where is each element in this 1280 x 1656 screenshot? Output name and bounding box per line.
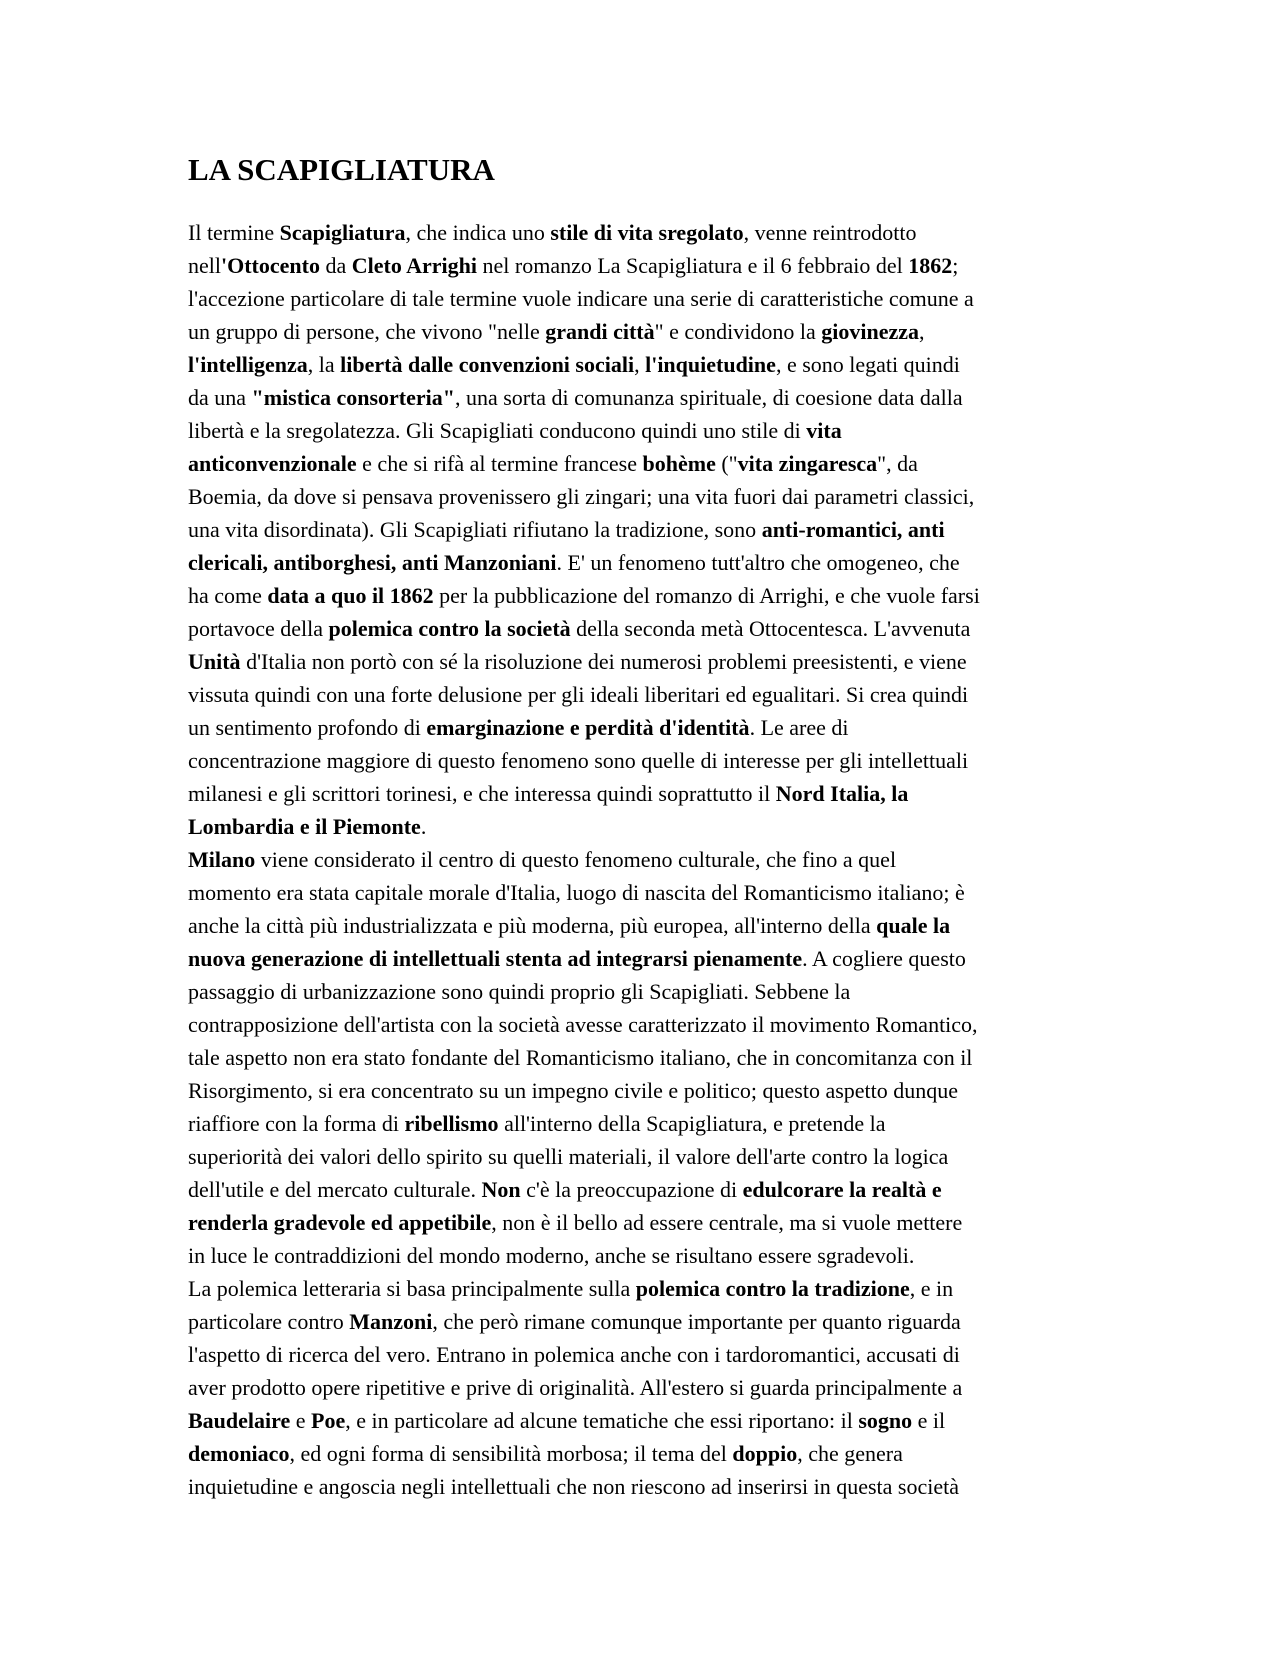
text-line <box>188 612 1108 645</box>
bold-run: vita zingaresca <box>737 451 878 476</box>
body-text <box>188 216 1108 1503</box>
bold-run: bohème <box>642 451 716 476</box>
bold-run: giovinezza <box>821 319 920 344</box>
text-run: . E' un fenomeno tutt'altro che omogeneo, che <box>556 550 960 575</box>
text-run: contrapposizione dell'artista con la società avesse caratterizzato il movimento Romantico, <box>188 1012 978 1037</box>
text-line <box>188 1041 1108 1074</box>
text-run: ; <box>952 253 959 278</box>
text-line <box>188 1239 1108 1272</box>
bold-run: Non <box>481 1177 521 1202</box>
bold-run: 'Ottocento <box>221 253 320 278</box>
text-run: inquietudine e angoscia negli intellettuali che non riescono ad inserirsi in questa società <box>188 1474 959 1499</box>
bold-run: vita <box>806 418 842 443</box>
text-run: momento era stata capitale morale d'Italia, luogo di nascita del Romanticismo italiano; è <box>188 880 965 905</box>
text-run: , che indica uno <box>405 220 551 245</box>
bold-run: grandi città <box>545 319 655 344</box>
text-line <box>188 249 1108 282</box>
text-run: l'aspetto di ricerca del vero. Entrano in polemica anche con i tardoromantici, accusati di <box>188 1342 960 1367</box>
text-run: , e in <box>909 1276 954 1301</box>
text-line <box>188 810 1108 843</box>
text-line <box>188 546 1108 579</box>
text-run: nel romanzo La Scapigliatura e il 6 febbraio del <box>477 253 909 278</box>
bold-run: polemica contro la società <box>328 616 571 641</box>
text-run: , <box>919 319 925 344</box>
text-line <box>188 975 1108 1008</box>
bold-run: stile di vita sregolato <box>550 220 744 245</box>
bold-run: Nord Italia, la <box>775 781 909 806</box>
bold-run: emarginazione e perdità d'identità <box>426 715 750 740</box>
text-line <box>188 1404 1108 1437</box>
text-line <box>188 711 1108 744</box>
bold-run: Milano <box>188 847 256 872</box>
text-run: , la <box>307 352 341 377</box>
bold-run: Manzoni <box>349 1309 433 1334</box>
text-line <box>188 348 1108 381</box>
text-run: , ed ogni forma di sensibilità morbosa; il tema del <box>289 1441 733 1466</box>
text-run: Boemia, da dove si pensava provenissero gli zingari; una vita fuori dai parametri classici, <box>188 484 975 509</box>
text-run: , e sono legati quindi <box>775 352 960 377</box>
text-run: , una sorta di comunanza spirituale, di coesione data dalla <box>454 385 963 410</box>
bold-run: Lombardia e il Piemonte <box>188 814 421 839</box>
text-run: , venne reintrodotto <box>743 220 917 245</box>
text-line <box>188 942 1108 975</box>
bold-run: doppio <box>732 1441 798 1466</box>
text-run: all'interno della Scapigliatura, e pretende la <box>498 1111 886 1136</box>
text-line <box>188 480 1108 513</box>
text-line <box>188 1206 1108 1239</box>
text-run: (" <box>715 451 738 476</box>
text-run: passaggio di urbanizzazione sono quindi proprio gli Scapigliati. Sebbene la <box>188 979 851 1004</box>
bold-run: Unità <box>188 649 241 674</box>
text-line <box>188 1008 1108 1041</box>
text-run: vissuta quindi con una forte delusione per gli ideali liberitari ed egualitari. Si crea quindi <box>188 682 969 707</box>
text-run: , non è il bello ad essere centrale, ma si vuole mettere <box>491 1210 963 1235</box>
text-run: una vita disordinata). Gli Scapigliati rifiutano la tradizione, sono <box>188 517 762 542</box>
text-line <box>188 1305 1108 1338</box>
bold-run: Scapigliatura <box>279 220 406 245</box>
text-line <box>188 216 1108 249</box>
text-line <box>188 843 1108 876</box>
bold-run: Poe <box>311 1408 346 1433</box>
text-line <box>188 876 1108 909</box>
text-line <box>188 1371 1108 1404</box>
bold-run: l'inquietudine <box>645 352 776 377</box>
text-run: . A cogliere questo <box>802 946 966 971</box>
text-line <box>188 1140 1108 1173</box>
text-run: , <box>634 352 646 377</box>
bold-run: data a quo il 1862 <box>267 583 434 608</box>
text-run: per la pubblicazione del romanzo di Arrighi, e che vuole farsi <box>433 583 980 608</box>
text-run: superiorità dei valori dello spirito su quelli materiali, il valore dell'arte contro la logica <box>188 1144 949 1169</box>
text-run: " e condividono la <box>654 319 822 344</box>
text-run: particolare contro <box>188 1309 350 1334</box>
text-run: , che genera <box>797 1441 903 1466</box>
text-run: viene considerato il centro di questo fenomeno culturale, che fino a quel <box>255 847 897 872</box>
bold-run: edulcorare la realtà e <box>742 1177 942 1202</box>
text-run: nell <box>188 253 221 278</box>
text-line <box>188 414 1108 447</box>
text-run: milanesi e gli scrittori torinesi, e che interessa quindi soprattutto il <box>188 781 776 806</box>
text-line <box>188 1173 1108 1206</box>
bold-run: polemica contro la tradizione <box>635 1276 910 1301</box>
bold-run: renderla gradevole ed appetibile <box>188 1210 492 1235</box>
text-run: Risorgimento, si era concentrato su un impegno civile e politico; questo aspetto dunque <box>188 1078 959 1103</box>
text-run: aver prodotto opere ripetitive e prive di originalità. All'estero si guarda principalmente a <box>188 1375 963 1400</box>
bold-run: ribellismo <box>404 1111 499 1136</box>
text-line <box>188 678 1108 711</box>
text-line <box>188 744 1108 777</box>
text-run: concentrazione maggiore di questo fenomeno sono quelle di interesse per gli intellettuali <box>188 748 969 773</box>
text-run: e <box>290 1408 312 1433</box>
text-run: ", da <box>877 451 918 476</box>
bold-run: anticonvenzionale <box>188 451 357 476</box>
text-line <box>188 381 1108 414</box>
text-run: anche la città più industrializzata e più moderna, più europea, all'interno della <box>188 913 877 938</box>
text-line <box>188 282 1108 315</box>
text-run: e il <box>912 1408 946 1433</box>
text-line <box>188 1338 1108 1371</box>
text-run: riaffiore con la forma di <box>188 1111 405 1136</box>
text-line <box>188 1074 1108 1107</box>
bold-run: l'intelligenza <box>188 352 308 377</box>
text-run: ha come <box>188 583 268 608</box>
text-line <box>188 579 1108 612</box>
bold-run: nuova generazione di intellettuali stenta ad integrarsi pienamente <box>188 946 803 971</box>
text-run: della seconda metà Ottocentesca. L'avvenuta <box>570 616 971 641</box>
text-run: e che si rifà al termine francese <box>356 451 643 476</box>
text-run: dell'utile e del mercato culturale. <box>188 1177 482 1202</box>
text-run: portavoce della <box>188 616 329 641</box>
text-run: . <box>420 814 427 839</box>
text-run: La polemica letteraria si basa principalmente sulla <box>188 1276 636 1301</box>
bold-run: "mistica consorteria" <box>251 385 455 410</box>
text-run: un gruppo di persone, che vivono "nelle <box>188 319 546 344</box>
bold-run: Cleto Arrighi <box>351 253 477 278</box>
text-run: , che però rimane comunque importante per quanto riguarda <box>432 1309 961 1334</box>
text-line <box>188 1272 1108 1305</box>
text-run: . Le aree di <box>749 715 849 740</box>
text-line <box>188 1437 1108 1470</box>
text-line <box>188 513 1108 546</box>
bold-run: quale la <box>876 913 951 938</box>
text-run: da <box>319 253 352 278</box>
text-line <box>188 315 1108 348</box>
text-line <box>188 777 1108 810</box>
page-title: LA SCAPIGLIATURA <box>188 152 495 187</box>
text-run: libertà e la sregolatezza. Gli Scapigliati conducono quindi uno stile di <box>188 418 807 443</box>
text-run: un sentimento profondo di <box>188 715 427 740</box>
text-line <box>188 1470 1108 1503</box>
text-run: tale aspetto non era stato fondante del Romanticismo italiano, che in concomitanza con il <box>188 1045 973 1070</box>
text-run: da una <box>188 385 252 410</box>
text-run: l'accezione particolare di tale termine vuole indicare una serie di caratteristiche comune a <box>188 286 974 311</box>
text-line <box>188 909 1108 942</box>
bold-run: libertà dalle convenzioni sociali <box>340 352 635 377</box>
bold-run: demoniaco <box>188 1441 290 1466</box>
text-run: in luce le contraddizioni del mondo moderno, anche se risultano essere sgradevoli. <box>188 1243 915 1268</box>
bold-run: anti-romantici, anti <box>761 517 945 542</box>
text-run: Il termine <box>188 220 280 245</box>
text-run: c'è la preoccupazione di <box>520 1177 743 1202</box>
text-line <box>188 447 1108 480</box>
text-run: , e in particolare ad alcune tematiche che essi riportano: il <box>345 1408 859 1433</box>
bold-run: Baudelaire <box>188 1408 291 1433</box>
bold-run: 1862 <box>908 253 953 278</box>
bold-run: clericali, antiborghesi, anti Manzoniani <box>188 550 557 575</box>
bold-run: sogno <box>858 1408 913 1433</box>
text-line <box>188 1107 1108 1140</box>
text-line <box>188 645 1108 678</box>
text-run: d'Italia non portò con sé la risoluzione dei numerosi problemi preesistenti, e viene <box>240 649 967 674</box>
